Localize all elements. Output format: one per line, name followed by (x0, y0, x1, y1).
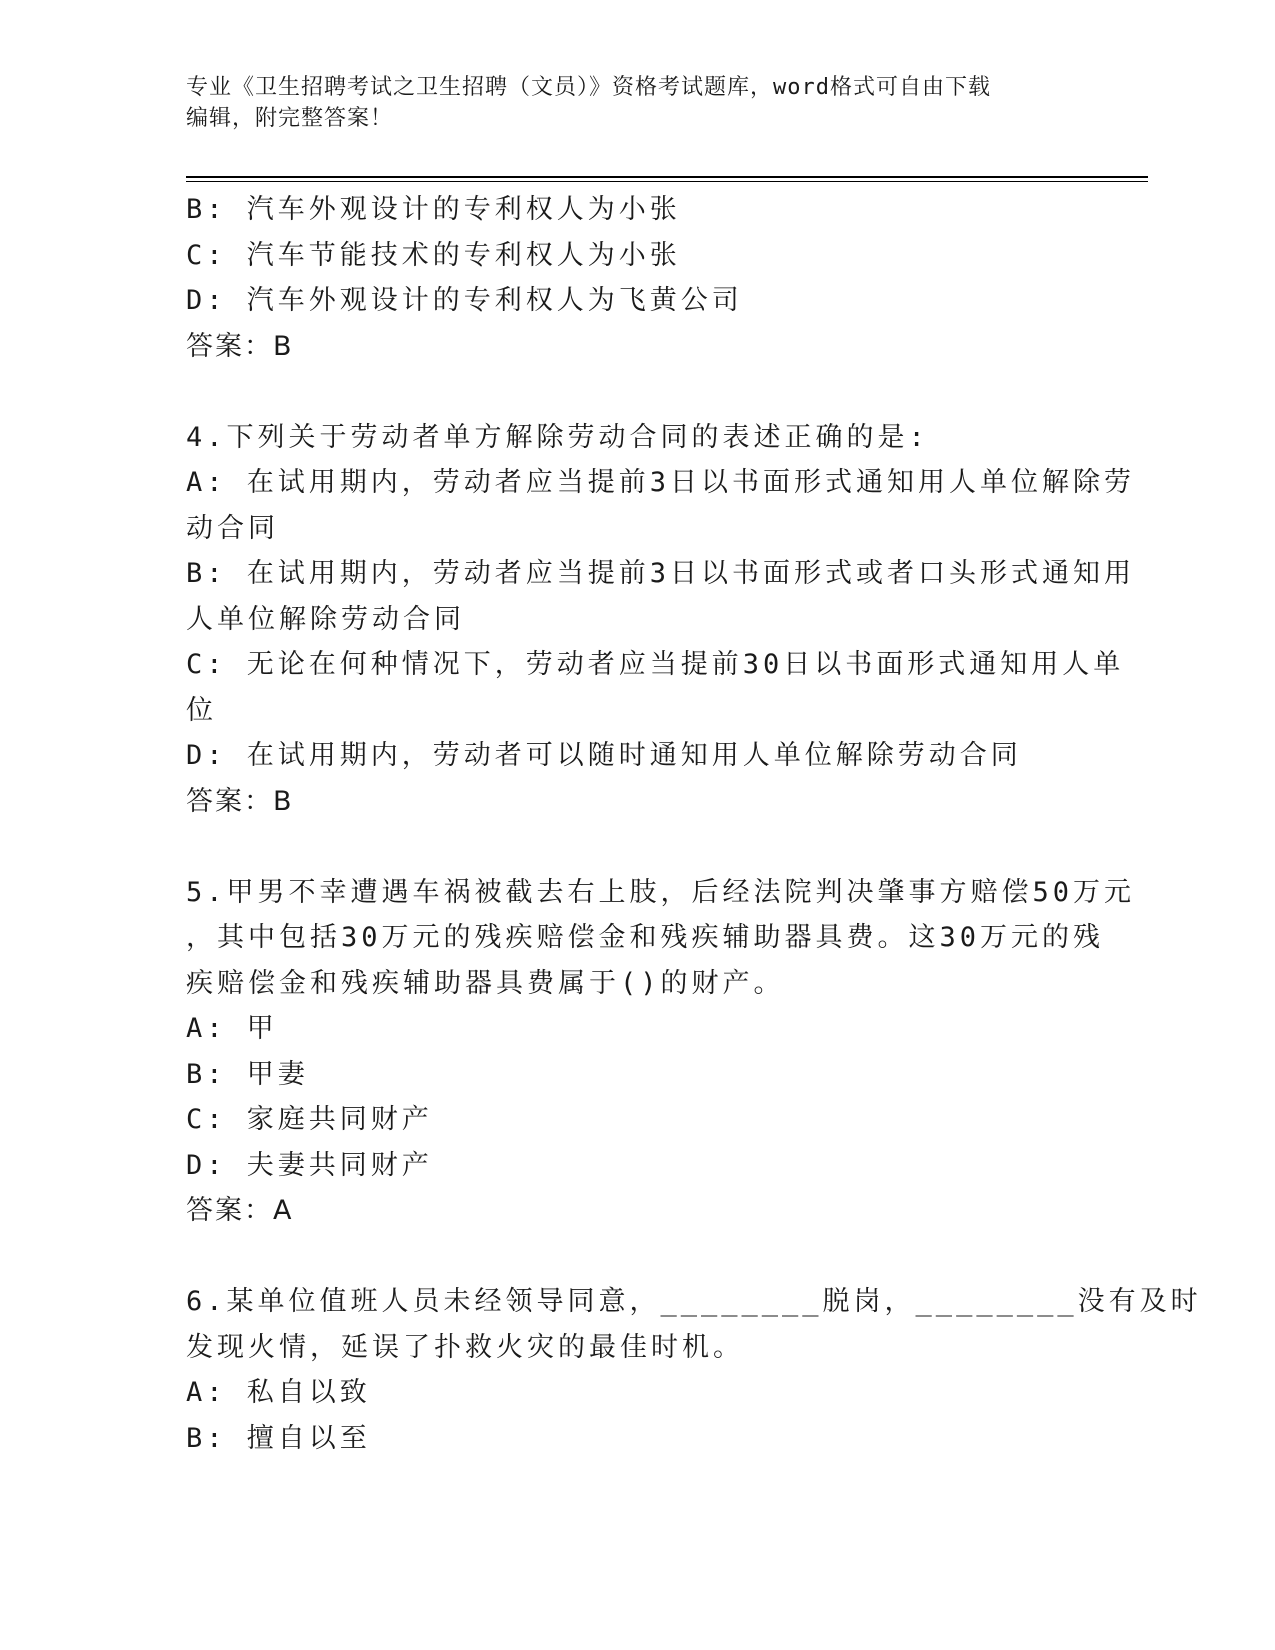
option-c: C: 家庭共同财产 (186, 1104, 433, 1135)
question-stem: 4.下列关于劳动者单方解除劳动合同的表述正确的是: (186, 421, 929, 453)
spacer (186, 369, 1086, 415)
question-5 (186, 870, 1136, 1234)
question-content (186, 187, 1202, 1461)
option-d: D: 汽车外观设计的专利权人为飞黄公司 (186, 285, 743, 316)
option-a-cont: 动合同 (186, 512, 279, 544)
spacer (186, 1234, 1086, 1280)
answer-line: 答案：B (186, 330, 294, 362)
question-stem: 5.甲男不幸遭遇车祸被截去右上肢，后经法院判决肇事方赔偿50万元 (186, 876, 1136, 908)
option-d: D: 夫妻共同财产 (186, 1149, 433, 1181)
question-4 (186, 415, 1136, 825)
option-b: B: 擅自以至 (186, 1422, 371, 1454)
header-divider-thin (186, 181, 1148, 182)
question-stem: 6.某单位值班人员未经领导同意，________脱岗，________没有及时 (186, 1286, 1202, 1317)
answer-line: 答案：A (186, 1195, 294, 1226)
header-line-1: 专业《卫生招聘考试之卫生招聘（文员）》资格考试题库，word格式可自由下载 (186, 75, 991, 100)
document-header (186, 72, 1086, 134)
option-c-cont: 位 (186, 694, 217, 726)
question-6 (186, 1279, 1202, 1461)
option-b: B: 在试用期内，劳动者应当提前3日以书面形式或者口头形式通知用 (186, 558, 1136, 589)
option-a: A: 甲 (186, 1013, 278, 1044)
option-b-cont: 人单位解除劳动合同 (186, 603, 465, 635)
option-b: B: 汽车外观设计的专利权人为小张 (186, 194, 681, 225)
spacer (186, 824, 1086, 870)
option-b: B: 甲妻 (186, 1058, 309, 1090)
question-stem-cont: ，其中包括30万元的残疾赔偿金和残疾辅助器具费。这30万元的残 (186, 922, 1105, 953)
question-stem-cont: 疾赔偿金和残疾辅助器具费属于()的财产。 (186, 967, 785, 999)
option-a: A: 在试用期内，劳动者应当提前3日以书面形式通知用人单位解除劳 (186, 467, 1136, 498)
header-line-2: 编辑，附完整答案！ (186, 106, 394, 131)
answer-line: 答案：B (186, 785, 294, 817)
header-divider-thick (186, 176, 1148, 178)
question-stem-cont: 发现火情，延误了扑救火灾的最佳时机。 (186, 1331, 744, 1363)
option-d: D: 在试用期内，劳动者可以随时通知用人单位解除劳动合同 (186, 740, 1022, 771)
option-c: C: 汽车节能技术的专利权人为小张 (186, 239, 681, 271)
option-c: C: 无论在何种情况下，劳动者应当提前30日以书面形式通知用人单 (186, 649, 1125, 680)
question-3-tail (186, 187, 1086, 369)
option-a: A: 私自以致 (186, 1377, 371, 1408)
